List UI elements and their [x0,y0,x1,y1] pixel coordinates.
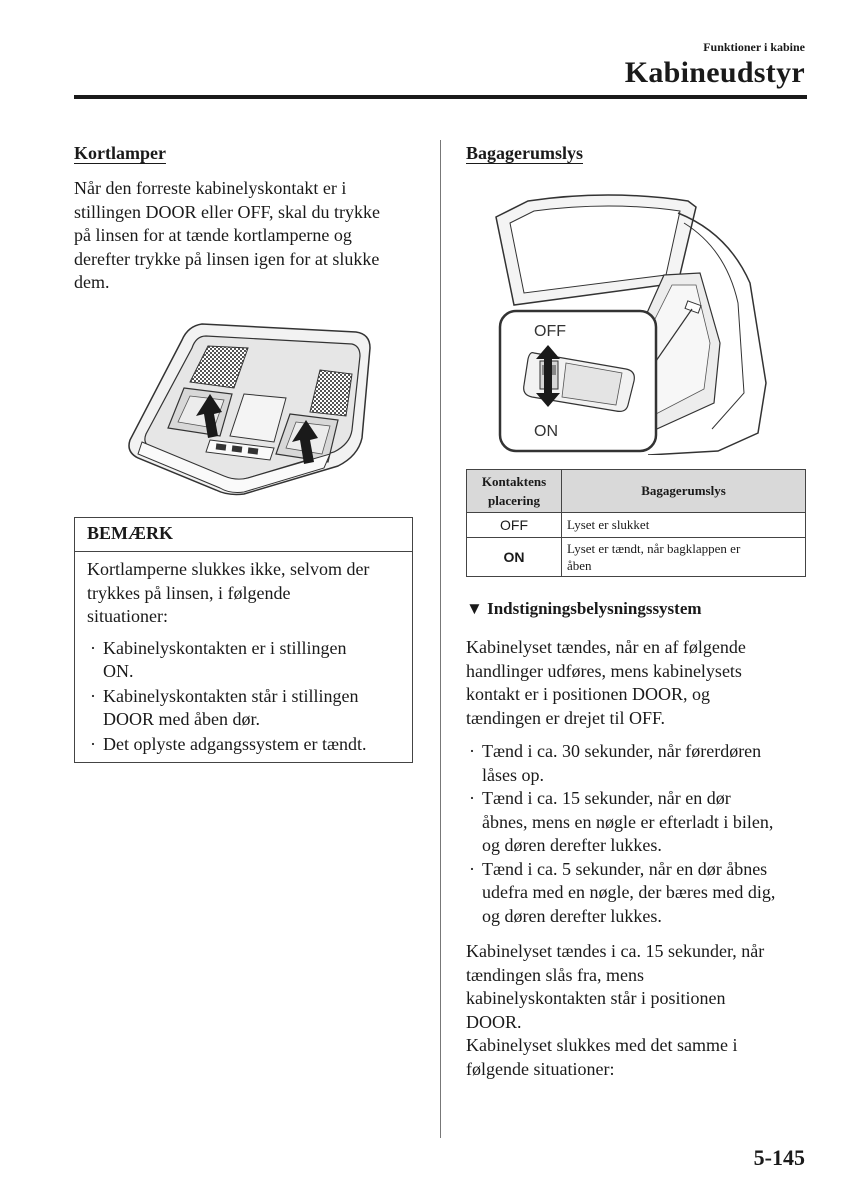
text-line: tændingen slås fra, mens [466,964,644,985]
page-number: 5-145 [753,1145,805,1170]
text-line: åben [567,558,592,573]
column-divider [440,140,441,1138]
text-line: kabinelyskontakten står i positionen [466,988,726,1008]
text-line: og døren derefter lukkes. [482,905,662,926]
text-line: Når den forreste kabinelyskontakt er i [74,178,347,198]
note-bullet [87,637,400,684]
list-item [466,787,811,858]
table-header-light: Bagagerumslys [562,470,806,513]
text-line: handlinger udføres, mens kabinelysets [466,660,742,681]
luggage-light-illustration [488,193,770,455]
note-bullet [87,733,400,757]
header-rule [74,95,807,99]
bullet-marker: · [469,788,475,808]
switch-position-table [466,469,806,577]
text-line: stillingen DOOR eller OFF, skal du trykke [74,201,381,222]
entry-lighting-heading [466,599,702,619]
table-header-position [467,470,562,513]
text-line: tændingen er drejet til OFF. [466,707,666,728]
text-line: følgende situationer: [466,1058,615,1079]
table-cell-position: OFF [467,513,562,538]
text-line: og døren derefter lukkes. [482,835,662,855]
list-item [466,858,811,929]
text-line: Kortlamperne slukkes ikke, selvom der [87,559,370,579]
text-line: placering [488,493,540,508]
on-label: ON [534,423,558,440]
text-line: DOOR med åben dør. [103,709,260,729]
text-line: Lyset er slukket [567,517,650,532]
text-line: Kabinelyset tændes, når en af følgende [466,637,746,657]
text-line: Kontaktens [481,474,547,489]
text-line: Lyset er tændt, når bagklappen er [567,541,741,556]
map-lamp-illustration [124,318,376,496]
entry-lighting-bullets [466,740,811,928]
note-body [75,552,412,762]
text-line: åbnes, mens en nøgle er efterladt i bilen, [482,811,774,832]
luggage-light-heading: Bagagerumslys [466,143,583,163]
text-line: Kabinelyset tændes i ca. 15 sekunder, når [466,941,765,961]
text-line: kontakt er i positionen DOOR, og [466,684,710,704]
text-line: derefter trykke på linsen igen for at slukke [74,248,380,269]
table-header-row [467,470,806,513]
bullet-marker: · [90,685,96,706]
table-row [467,538,806,577]
off-label: OFF [534,323,566,340]
note-title: BEMÆRK [75,518,412,552]
text-line: DOOR. [466,1011,522,1032]
map-lamps-paragraph [74,177,424,295]
text-line: Kabinelyset slukkes med det samme i [466,1035,738,1055]
entry-lighting-paragraph [466,636,811,730]
text-line: Kabinelyskontakten står i stillingen [103,685,359,706]
text-line: situationer: [87,606,168,626]
bullet-marker: · [90,733,96,754]
text-line: Tænd i ca. 5 sekunder, når en dør åbnes [482,858,768,879]
text-line: trykkes på linsen, i følgende [87,582,291,603]
text-line: ON. [103,661,134,681]
ignition-off-paragraph [466,940,811,1081]
list-item [466,740,811,787]
text-line: Kabinelyskontakten er i stillingen [103,637,347,658]
table-cell-description [562,538,806,577]
text-line: på linsen for at tænde kortlamperne og [74,225,352,245]
note-box [74,517,413,763]
page-title: Kabineudstyr [624,56,805,89]
triangle-marker-icon: ▼ [466,599,483,618]
bullet-marker: · [469,741,475,761]
bullet-marker: · [469,858,475,879]
map-lamps-heading: Kortlamper [74,143,166,163]
text-line: udefra med en nøgle, der bæres med dig, [482,882,776,902]
table-row [467,513,806,538]
text-line: Det oplyste adgangssystem er tændt. [103,733,367,754]
text-line: låses op. [482,764,544,785]
table-cell-position: ON [467,538,562,577]
note-bullet [87,685,400,732]
text-line: Tænd i ca. 30 sekunder, når førerdøren [482,741,762,761]
text-line: dem. [74,272,110,292]
text-line: Tænd i ca. 15 sekunder, når en dør [482,788,731,808]
table-cell-description [562,513,806,538]
entry-lighting-heading-text: Indstigningsbelysningssystem [487,599,702,618]
section-label: Funktioner i kabine [703,40,805,54]
bullet-marker: · [90,637,96,658]
